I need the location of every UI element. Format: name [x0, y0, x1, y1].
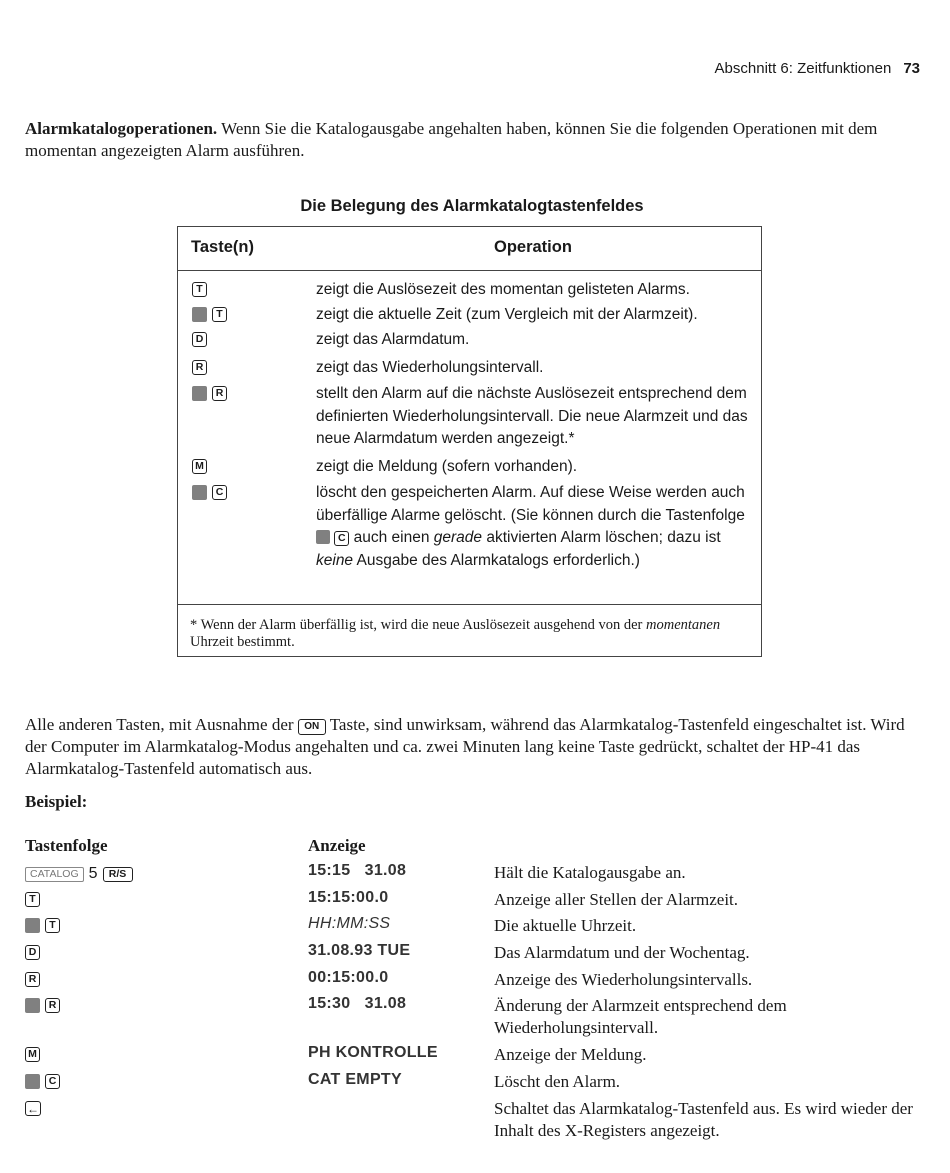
example-comment: Anzeige des Wiederholungsintervalls.: [494, 970, 753, 989]
operation-desc: zeigt die Meldung (sofern vorhanden).: [316, 458, 578, 475]
key-on-icon: ON: [298, 719, 326, 735]
shift-key-icon: [316, 530, 330, 544]
shift-key-icon: [192, 485, 207, 500]
desc-emphasis: gerade: [433, 529, 483, 546]
key-r-icon: R: [45, 998, 60, 1013]
shift-key-icon: [192, 386, 207, 401]
example-comment: Löscht den Alarm.: [494, 1072, 621, 1091]
intro-paragraph: [25, 118, 920, 162]
display-value: 00:15:00.0: [308, 969, 389, 986]
key-d-icon: D: [192, 332, 207, 347]
example-row: [0, 1044, 950, 1070]
body-paragraph: [25, 714, 920, 780]
column-header-keysequence: Tastenfolge: [25, 836, 108, 855]
example-comment: Anzeige der Meldung.: [494, 1045, 647, 1064]
shift-key-icon: [25, 918, 40, 933]
column-header-operation: Operation: [494, 238, 572, 256]
key-c-icon: C: [334, 531, 349, 546]
display-value: 15:30 31.08: [308, 995, 407, 1012]
operation-desc: zeigt die Auslösezeit des momentan gelisteten Alarms.: [316, 281, 690, 298]
table-title: Die Belegung des Alarmkatalogtastenfeldes: [300, 197, 644, 215]
footnote-text: * Wenn der Alarm überfällig ist, wird die neue Auslösezeit ausgehend von der: [190, 617, 646, 633]
example-row: [0, 942, 950, 968]
display-value: 31.08.93 TUE: [308, 942, 411, 959]
para-text: Alle anderen Tasten, mit Ausnahme der: [25, 715, 298, 734]
operation-desc: stellt den Alarm auf die nächste Auslösezeit entsprechend dem definierten Wiederholungsintervall. Die neue Alarmzeit und das neue Alarmdatum werden angezeigt.*: [316, 385, 748, 447]
display-value: 15:15 31.08: [308, 862, 407, 879]
para-text: Taste, sind unwirksam, während das Alarmkatalog-Tastenfeld eingeschaltet ist. Wird der Computer im Alarmkatalog-Modus angehalten und ca. zwei Minuten lang keine Taste gedrückt, schaltet der HP-41 das Alarmkatalog-Tastenfeld automatisch aus.: [25, 715, 905, 778]
example-comment: Hält die Katalogausgabe an.: [494, 863, 686, 882]
footnote-text: Uhrzeit bestimmt.: [190, 634, 295, 650]
desc-part: auch einen: [349, 529, 434, 546]
display-value: CAT EMPTY: [308, 1071, 402, 1088]
desc-part: löscht den gespeicherten Alarm. Auf diese Weise werden auch überfällige Alarme gelöscht. (Sie können durch die Tastenfolge: [316, 484, 745, 524]
example-comment: Änderung der Alarmzeit entsprechend dem Wiederholungsintervall.: [494, 996, 787, 1037]
column-header-display: Anzeige: [308, 836, 366, 855]
desc-part: Ausgabe des Alarmkatalogs erforderlich.): [353, 551, 640, 569]
key-run-stop-icon: R/S: [103, 867, 133, 882]
desc-part: aktivierten Alarm löschen; dazu ist: [482, 529, 721, 546]
catalog-key-icon: CATALOG: [25, 867, 84, 882]
example-row: [0, 969, 950, 995]
example-row: [0, 915, 950, 941]
display-value: PH KONTROLLE: [308, 1044, 438, 1061]
key-t-icon: T: [192, 282, 207, 297]
key-c-icon: C: [212, 485, 227, 500]
example-label: Beispiel:: [25, 792, 88, 811]
page-header: [715, 60, 920, 77]
table-footnote: [178, 604, 761, 656]
example-row: [0, 1071, 950, 1097]
display-value: 15:15:00.0: [308, 889, 389, 906]
desc-emphasis: keine: [316, 551, 354, 569]
key-m-icon: M: [25, 1047, 40, 1062]
section-title: Abschnitt 6: Zeitfunktionen: [714, 60, 892, 77]
operation-desc: zeigt das Wiederholungsintervall.: [316, 359, 544, 376]
operation-desc: zeigt die aktuelle Zeit (zum Vergleich mit der Alarmzeit).: [316, 306, 698, 323]
column-header-keys: Taste(n): [191, 238, 254, 256]
example-comment: Die aktuelle Uhrzeit.: [494, 916, 637, 935]
key-r-icon: R: [25, 972, 40, 987]
intro-text: Wenn Sie die Katalogausgabe angehalten haben, können Sie die folgenden Operationen mit dem momentan angezeigten Alarm ausführen.: [25, 119, 878, 160]
footnote-emphasis: momentanen: [646, 617, 721, 633]
intro-heading: Alarmkatalogoperationen.: [25, 119, 218, 138]
shift-key-icon: [192, 307, 207, 322]
example-row: [0, 995, 950, 1037]
page-number: 73: [903, 60, 920, 77]
backspace-key-icon: ←: [27, 1101, 39, 1116]
key-d-icon: D: [25, 945, 40, 960]
example-comment: Schaltet das Alarmkatalog-Tastenfeld aus. Es wird wieder der Inhalt des X-Registers angezeigt.: [494, 1099, 913, 1140]
display-value: HH:MM:SS: [308, 915, 391, 932]
key-table: [177, 226, 762, 657]
key-m-icon: M: [192, 459, 207, 474]
shift-key-icon: [25, 1074, 40, 1089]
shift-key-icon: [25, 998, 40, 1013]
example-row: [0, 889, 950, 915]
example-comment: Das Alarmdatum und der Wochentag.: [494, 943, 750, 962]
key-c-icon: C: [45, 1074, 60, 1089]
key-r-icon: R: [212, 386, 227, 401]
key-t-icon: T: [45, 918, 60, 933]
key-t-icon: T: [25, 892, 40, 907]
example-row: [0, 1098, 950, 1140]
operation-desc: [316, 482, 756, 572]
key-t-icon: T: [212, 307, 227, 322]
table-header: [178, 227, 761, 271]
key-r-icon: R: [192, 360, 207, 375]
example-row: [0, 862, 950, 888]
example-comment: Anzeige aller Stellen der Alarmzeit.: [494, 890, 739, 909]
digit-key: 5: [88, 865, 98, 882]
operation-desc: zeigt das Alarmdatum.: [316, 331, 470, 348]
